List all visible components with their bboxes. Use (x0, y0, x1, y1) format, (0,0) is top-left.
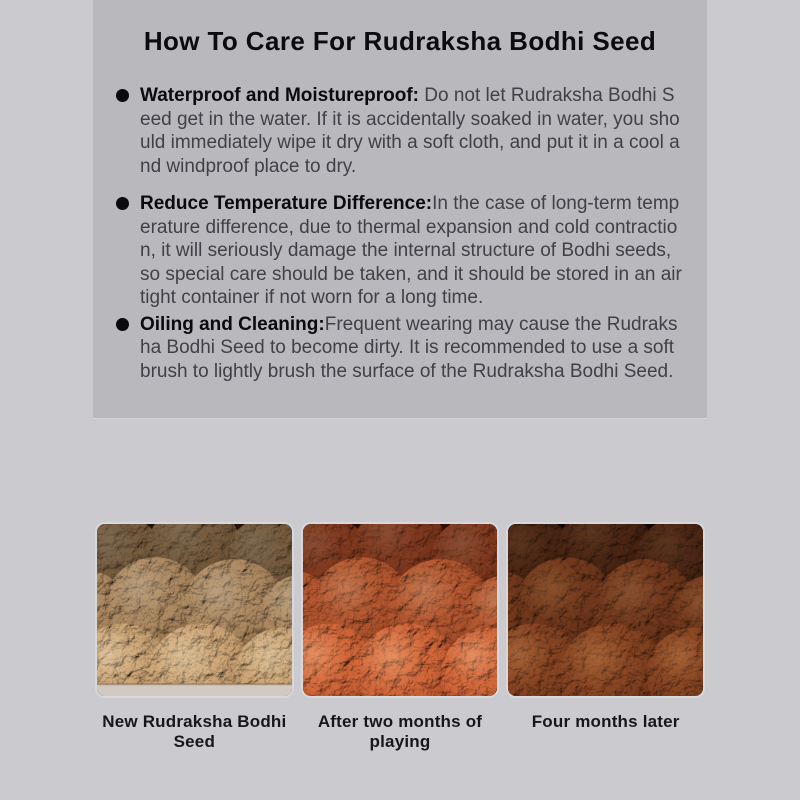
care-item-oiling (116, 313, 682, 384)
care-instructions-panel (93, 0, 707, 418)
care-item-waterproof (116, 84, 682, 178)
beads-graphic (303, 524, 498, 696)
care-item-text: In the case of long-term temperature difference, due to thermal expansion and cold contraction, it will seriously damage the internal structure of Bodhi seeds, so special care should be taken, and it should be stored in an airtight container if not worn for a long time. (140, 193, 682, 308)
care-item-label: Waterproof and Moistureproof: (140, 85, 419, 106)
photo-after-two-months (301, 522, 500, 698)
caption-new-rudraksha-seed: New Rudraksha Bodhi Seed (102, 712, 287, 751)
photo-four-months-later (506, 522, 705, 698)
care-item-text: Do not let Rudraksha Bodhi Seed get in the water. If it is accidentally soaked in water, you should immediately wipe it dry with a soft cloth, and put it in a cool and windproof place to dry. (140, 85, 680, 177)
care-item-temperature (116, 192, 682, 310)
caption-four-months-later: Four months later (531, 712, 680, 731)
care-item-label: Reduce Temperature Difference: (140, 193, 433, 214)
care-list (116, 84, 682, 383)
bullet-icon (116, 197, 129, 210)
gallery-captions (95, 712, 705, 752)
photo-new-rudraksha-seed (95, 522, 294, 698)
care-item-label: Oiling and Cleaning: (140, 313, 325, 335)
beads-graphic (97, 524, 292, 696)
caption-after-two-months: After two months of playing (317, 712, 483, 751)
page-title: How To Care For Rudraksha Bodhi Seed (143, 26, 657, 56)
beads-graphic (508, 524, 703, 696)
care-item-text: Frequent wearing may cause the Rudraksha Bodhi Seed to become dirty. It is recommended to use a soft brush to lightly brush the surface of the Rudraksha Bodhi Seed. (140, 313, 678, 382)
bullet-icon (116, 89, 129, 102)
bullet-icon (116, 318, 129, 331)
aging-gallery (95, 522, 705, 698)
